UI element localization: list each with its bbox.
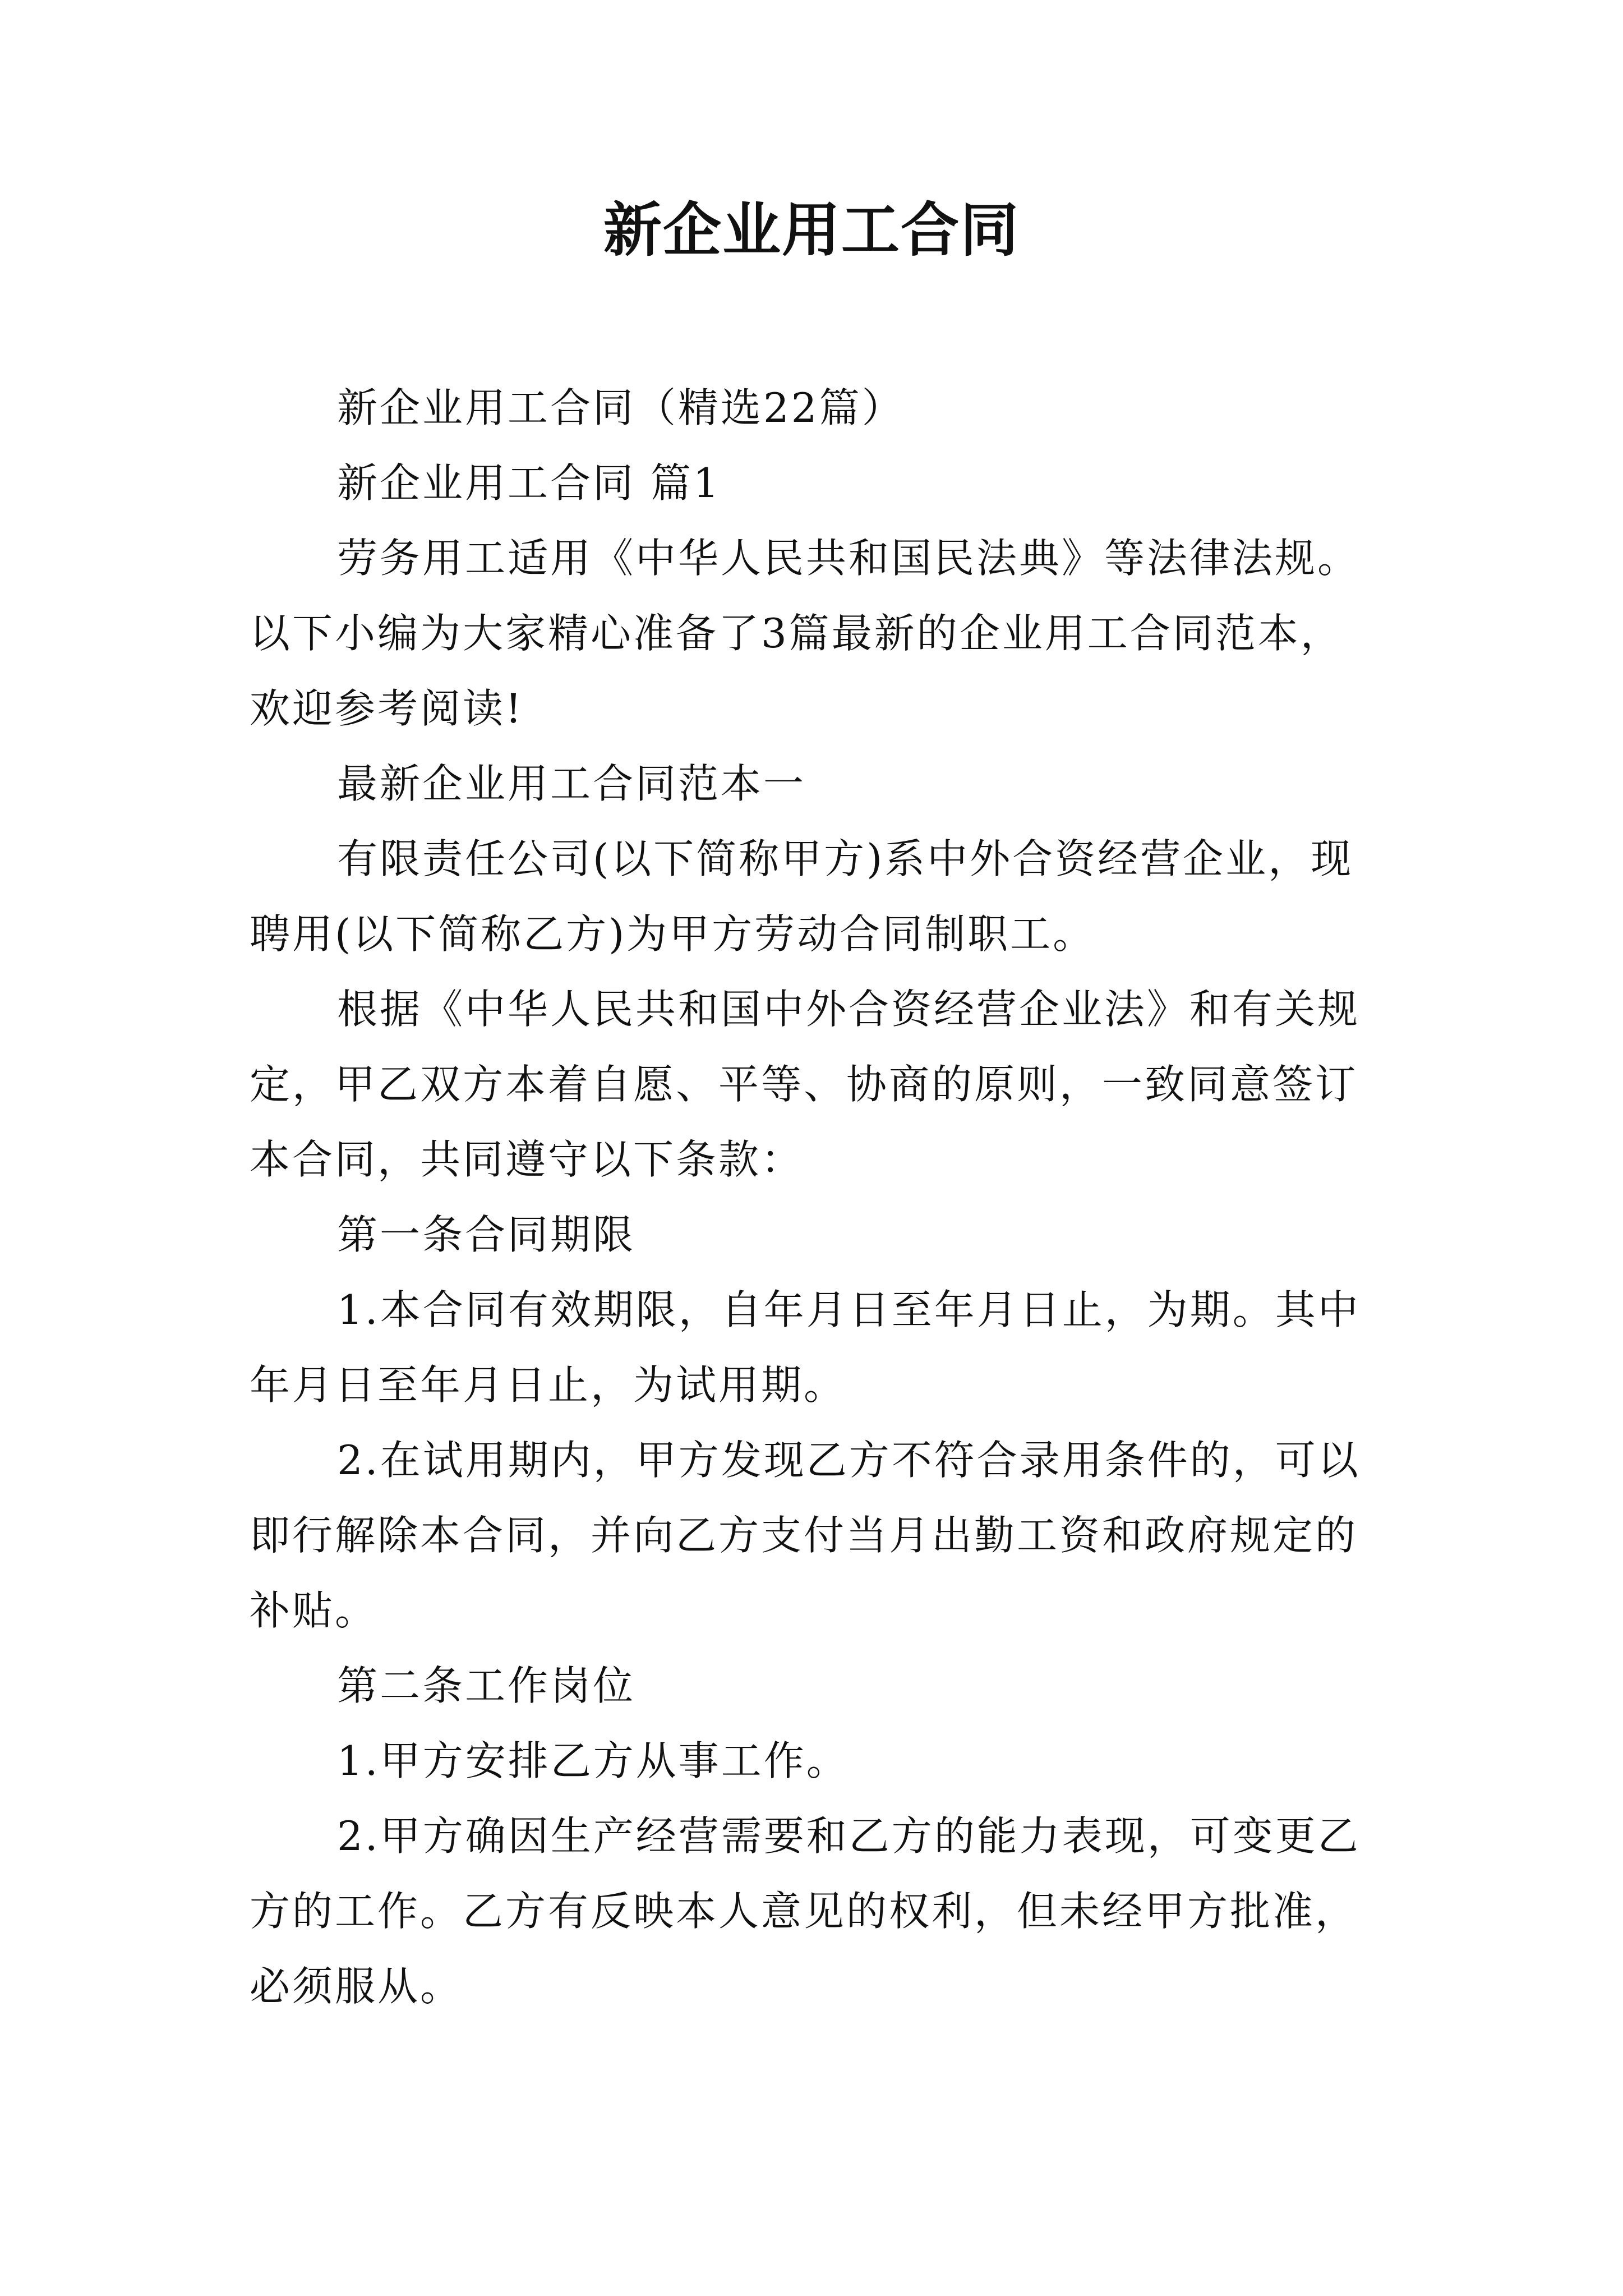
- paragraph-sample-heading: 最新企业用工合同范本一: [337, 760, 806, 807]
- document-title: 新企业用工合同: [603, 195, 1020, 264]
- paragraph-subtitle: 新企业用工合同（精选22篇）: [337, 384, 905, 431]
- paragraph-article-2-item-2: 2.甲方确因生产经营需要和乙方的能力表现，可变更乙方的工作。乙方有反映本人意见的权利，但未经甲方批准，必须服从。: [250, 1812, 1361, 2010]
- document-body: [250, 370, 1380, 2024]
- paragraph-section-heading: 新企业用工合同 篇1: [337, 459, 721, 507]
- paragraph-basis: 根据《中华人民共和国中外合资经营企业法》和有关规定，甲乙双方本着自愿、平等、协商的原则，一致同意签订本合同，共同遵守以下条款：: [250, 986, 1361, 1183]
- paragraph-article-1-item-2: 2.在试用期内，甲方发现乙方不符合录用条件的，可以即行解除本合同，并向乙方支付当月出勤工资和政府规定的补贴。: [250, 1437, 1361, 1634]
- paragraph-parties: 有限责任公司(以下简称甲方)系中外合资经营企业，现聘用(以下简称乙方)为甲方劳动合同制职工。: [250, 835, 1354, 958]
- paragraph-intro: 劳务用工适用《中华人民共和国民法典》等法律法规。以下小编为大家精心准备了3篇最新的企业用工合同范本，欢迎参考阅读!: [250, 535, 1361, 732]
- paragraph-article-1-heading: 第一条合同期限: [337, 1211, 636, 1258]
- paragraph-article-2-heading: 第二条工作岗位: [337, 1662, 636, 1709]
- paragraph-article-2-item-1: 1.甲方安排乙方从事工作。: [337, 1737, 849, 1784]
- paragraph-article-1-item-1: 1.本合同有效期限，自年月日至年月日止，为期。其中年月日至年月日止，为试用期。: [250, 1286, 1361, 1409]
